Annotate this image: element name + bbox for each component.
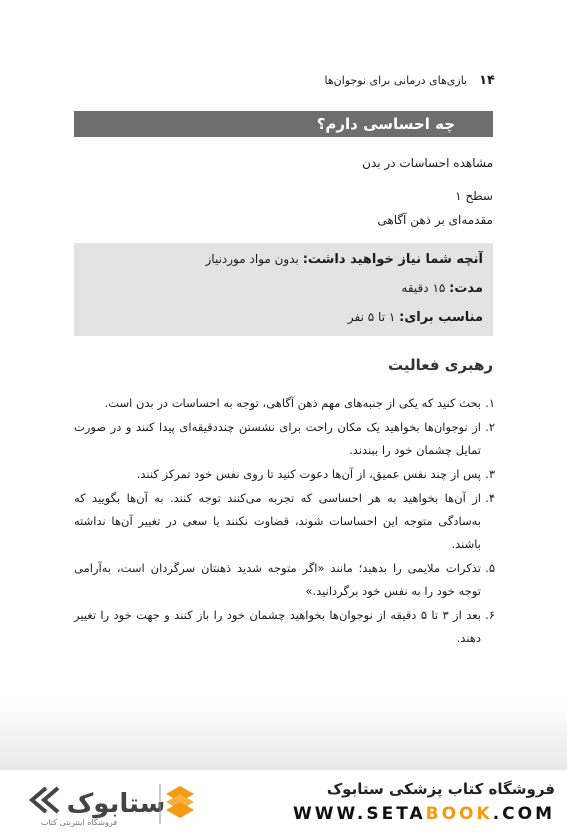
store-name: فروشگاه کتاب پزشکی ستابوک (326, 780, 555, 798)
needs-label: آنچه شما نیاز خواهید داشت: (302, 252, 483, 267)
suitable-row (348, 310, 483, 325)
running-header (325, 73, 495, 88)
step-item (74, 604, 495, 650)
duration-value: ۱۵ دقیقه (401, 281, 446, 295)
needs-value: بدون مواد موردنیاز (205, 252, 299, 266)
page-number: ۱۴ (479, 73, 495, 88)
requirements-box (74, 243, 493, 336)
activity-title-bar (74, 111, 493, 137)
activity-title: چه احساسی دارم؟ (316, 115, 455, 133)
step-item (74, 416, 495, 462)
url-accent: BOOK (425, 804, 493, 824)
page-bottom-shadow (0, 700, 567, 770)
step-text: از نوجوان‌ها بخواهید یک مکان راحت برای نشستن چنددقیقه‌ای پیدا کنند و در صورت تمایل چشمان خود را ببندند. (74, 420, 481, 457)
duration-label: مدت: (449, 281, 483, 296)
step-number: ۲. (485, 420, 495, 434)
level-description: مقدمه‌ای بر ذهن آگاهی (377, 213, 493, 227)
step-text: بحث کنید که یکی از جنبه‌های مهم ذهن آگاهی، توجه به احساسات در بدن است. (104, 396, 481, 410)
step-number: ۴. (485, 491, 495, 505)
logo-caption: فروشگاه اینترنتی کتاب (40, 818, 118, 827)
activity-subtitle: مشاهده احساسات در بدن (362, 156, 493, 170)
step-item (74, 557, 495, 603)
section-title: رهبری فعالیت (387, 356, 493, 374)
step-number: ۶. (485, 608, 495, 622)
step-text: بعد از ۳ تا ۵ دقیقه از نوجوان‌ها بخواهید چشمان خود را باز کنند و جهت خود را تغییر دهند. (74, 608, 481, 645)
store-url-link[interactable] (293, 804, 555, 824)
steps-list (74, 392, 495, 651)
step-item (74, 392, 495, 415)
suitable-value: ۱ تا ۵ نفر (347, 310, 396, 324)
duration-row (401, 281, 483, 296)
step-number: ۵. (485, 561, 495, 575)
url-prefix: WWW.SETA (293, 804, 426, 824)
step-item (74, 487, 495, 556)
step-number: ۳. (485, 467, 495, 481)
level-label: سطح ۱ (455, 189, 493, 203)
step-text: تذکرات ملایمی را بدهید؛ مانند «اگر متوجه شدید ذهنتان سرگردان است، به‌آرامی توجه خود را به نفس خود برگردانید.» (74, 561, 481, 598)
step-item (74, 463, 495, 486)
url-suffix: .COM (492, 804, 555, 824)
step-text: پس از چند نفس عمیق، از آن‌ها دعوت کنید تا روی نفس خود تمرکز کنند. (136, 467, 481, 481)
chevron-icon (32, 788, 58, 812)
step-number: ۱. (485, 396, 495, 410)
book-icon (166, 786, 194, 818)
book-title: بازی‌های درمانی برای نوجوان‌ها (324, 74, 468, 87)
step-text: از آن‌ها بخواهید به هر احساسی که تجربه می‌کنند توجه کنند. به آن‌ها بگویید که به‌سادگی متوجه این احساسات شوند، قضاوت نکنند یا سعی در تغییر آن‌ها نداشته باشند. (74, 491, 481, 551)
needs-row (206, 252, 484, 267)
suitable-label: مناسب برای: (399, 310, 483, 325)
logo-wordmark: ستابوک (66, 789, 166, 819)
